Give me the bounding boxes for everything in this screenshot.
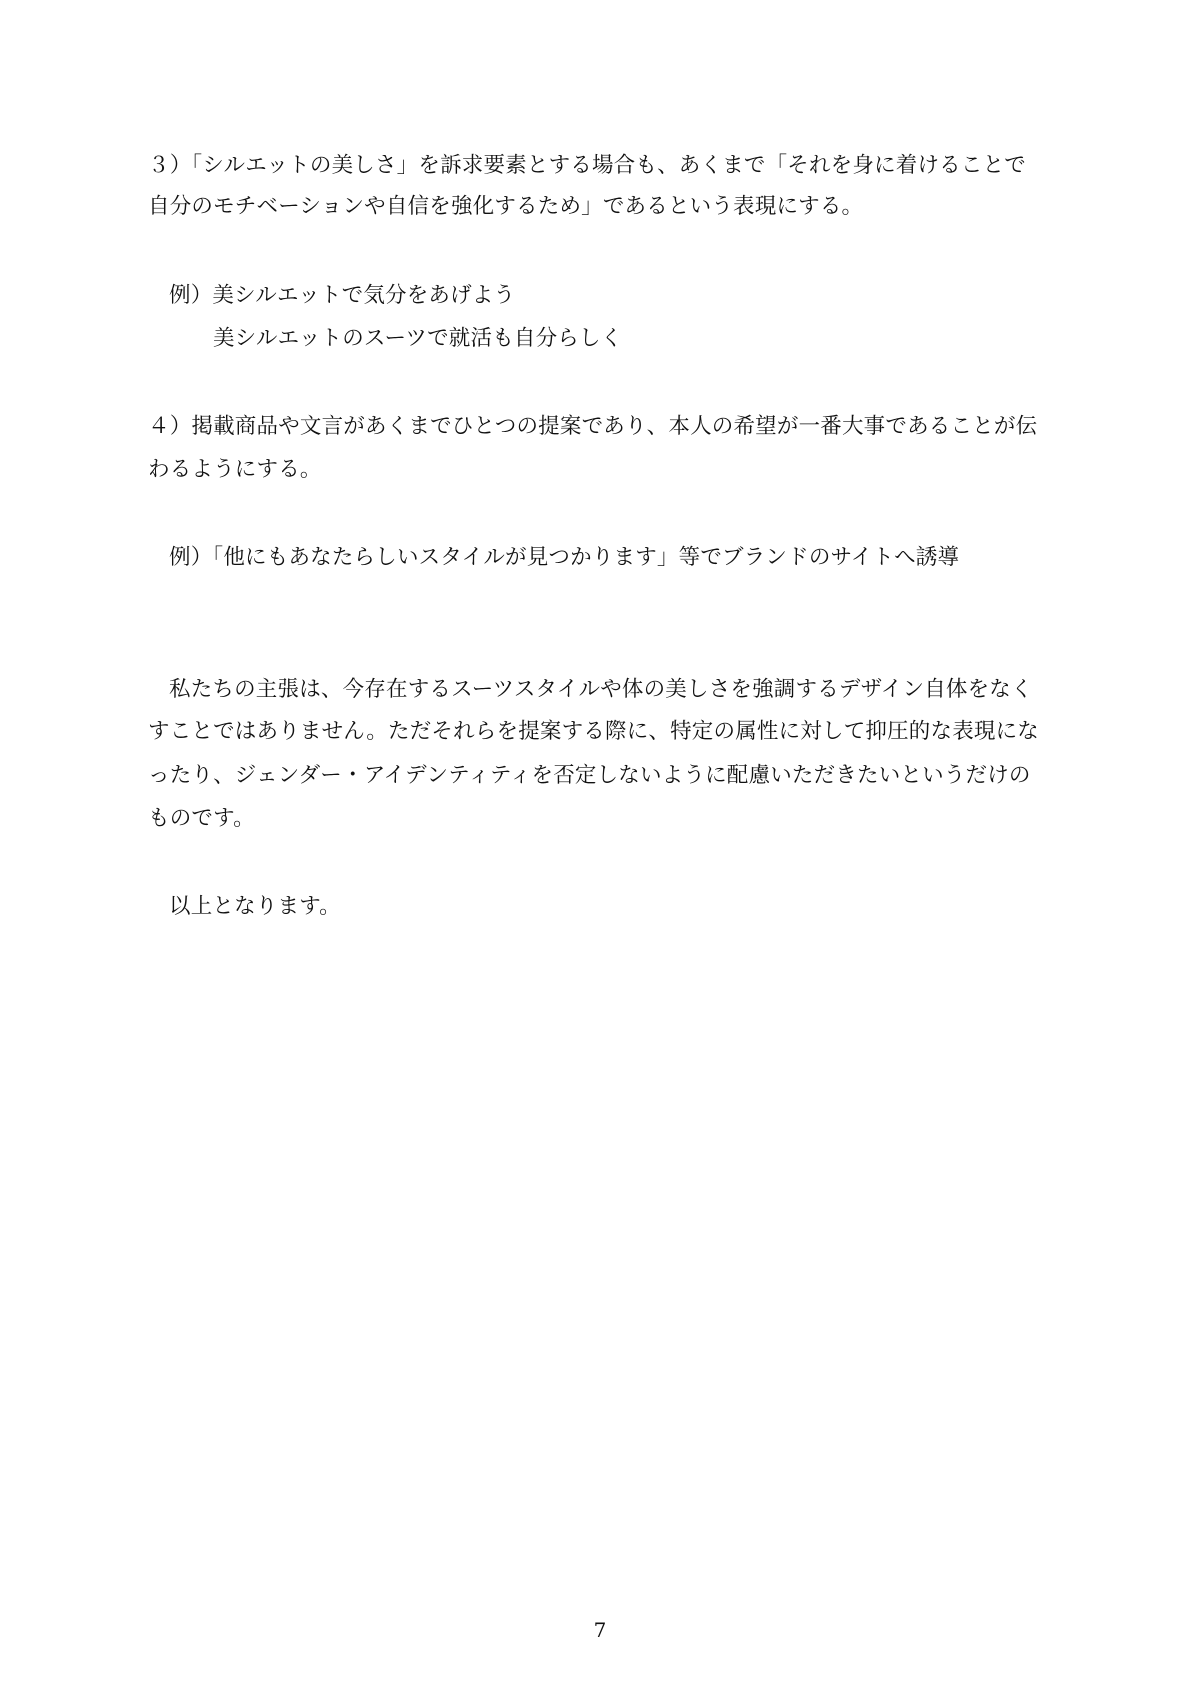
statement-line-1: 私たちの主張は、今存在するスーツスタイルや体の美しさを強調するデザイン自体をなく	[169, 677, 1033, 702]
statement-line-2: すことではありません。ただそれらを提案する際に、特定の属性に対して抑圧的な表現にな	[148, 719, 1039, 744]
item-3-line-1: ３）「シルエットの美しさ」を訴求要素とする場合も、あくまで「それを身に着けることで	[148, 153, 1026, 178]
closing-line: 以上となります。	[169, 894, 341, 919]
item-4-line-2: わるようにする。	[148, 457, 322, 482]
page-number: 7	[593, 1618, 607, 1642]
item-3-line-2: 自分のモチベーションや自信を強化するため」であるという表現にする。	[148, 194, 864, 219]
item-4-line-1: ４）掲載商品や文言があくまでひとつの提案であり、本人の希望が一番大事であることが伝	[148, 414, 1038, 439]
statement-line-3: ったり、ジェンダー・アイデンティティを否定しないように配慮いただきたいというだけの	[148, 763, 1031, 788]
statement-line-4: ものです。	[148, 806, 255, 831]
example-3-line-2: 美シルエットのスーツで就活も自分らしく	[213, 326, 623, 351]
example-4-line: 例）「他にもあなたらしいスタイルが見つかります」等でブランドのサイトへ誘導	[169, 545, 960, 570]
example-3-line-1: 例）美シルエットで気分をあげよう	[169, 283, 516, 308]
